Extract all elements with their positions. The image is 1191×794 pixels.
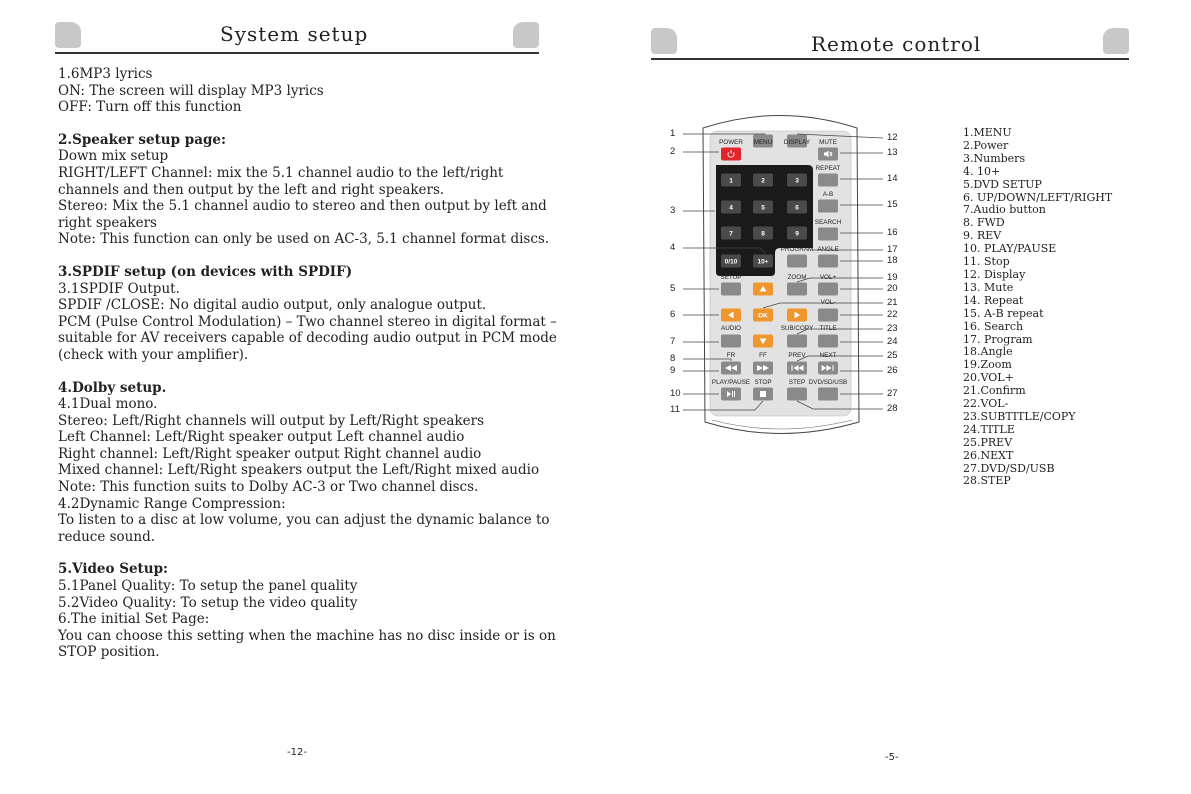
callout-number: 27: [887, 388, 898, 399]
vol-minus-label: VOL-: [820, 299, 836, 306]
legend-item: 10. PLAY/PAUSE: [963, 242, 1057, 256]
power-button-shape: [721, 148, 741, 161]
down-button[interactable]: [753, 335, 773, 348]
text-line: 4.1Dual mono.: [58, 396, 158, 413]
text-line: SPDIF /CLOSE: No digital audio output, only analogue output.: [58, 297, 487, 314]
setup-button[interactable]: [721, 283, 741, 296]
text-line: Left Channel: Left/Right speaker output Left channel audio: [58, 429, 465, 446]
text-line: Note: This function can only be used on AC-3, 5.1 channel format discs.: [58, 231, 550, 248]
section-heading: 5.Video Setup:: [58, 561, 169, 578]
text-line: 4.2Dynamic Range Compression:: [58, 495, 286, 512]
callout-number: 8: [670, 353, 676, 364]
repeat-button-shape: [818, 174, 838, 187]
legend-item: 2.Power: [963, 138, 1009, 152]
legend-item: 4. 10+: [963, 164, 1001, 178]
callout-number: 9: [670, 365, 676, 376]
callout-number: 17: [887, 244, 898, 255]
left-page-number: -12-: [287, 747, 307, 758]
number-4-button[interactable]: [721, 201, 741, 214]
callout-number: 20: [887, 283, 898, 294]
fr-label: FR: [726, 352, 736, 359]
legend-item: 20.VOL+: [963, 371, 1014, 385]
callout-number: 25: [887, 350, 898, 361]
callout-number: 19: [887, 272, 898, 283]
stop-button[interactable]: [753, 388, 773, 401]
text-line: Stereo: Mix the 5.1 channel audio to stereo and then output by left and right speakers: [58, 198, 547, 231]
right-page-title: Remote control: [811, 32, 982, 56]
number-7-button[interactable]: [721, 227, 741, 240]
subtitle-copy-button-shape: [787, 335, 807, 348]
legend-item: 19.Zoom: [963, 358, 1012, 372]
number-3-button[interactable]: [787, 174, 807, 187]
right-button[interactable]: [787, 309, 807, 322]
program-label: PROGRAM: [780, 246, 814, 253]
repeat-label: REPEAT: [815, 165, 841, 172]
left-button[interactable]: [721, 309, 741, 322]
text-line: 5.2Video Quality: To setup the video quality: [58, 594, 358, 611]
audio-button[interactable]: [721, 335, 741, 348]
audio-label: AUDIO: [721, 325, 741, 332]
text-line: Stereo: Left/Right channels will output by Left/Right speakers: [58, 412, 485, 429]
legend-item: 16. Search: [963, 319, 1024, 333]
legend-item: 1.MENU: [963, 126, 1012, 139]
number-4-button-text: 4: [729, 204, 733, 212]
callout-number: 3: [670, 205, 676, 216]
number-8-button-text: 8: [761, 230, 765, 238]
legend-item: 11. Stop: [963, 255, 1010, 269]
callout-number: 10: [670, 388, 681, 399]
number-1-button-text: 1: [729, 177, 733, 185]
callout-number: 24: [887, 336, 898, 347]
zoom-button[interactable]: [787, 283, 807, 296]
callout-number: 14: [887, 173, 898, 184]
angle-button-shape: [818, 255, 838, 268]
step-button[interactable]: [787, 388, 807, 401]
callout-number: 4: [670, 242, 676, 253]
vol-minus-button-shape: [818, 309, 838, 322]
callout-number: 22: [887, 309, 898, 320]
callout-number: 11: [670, 404, 680, 415]
search-button-shape: [818, 228, 838, 241]
legend-item: 22.VOL-: [963, 397, 1009, 411]
ab-label: A-B: [822, 191, 834, 198]
setup-button-shape: [721, 283, 741, 296]
skip-bar-icon: [833, 365, 834, 371]
callout-number: 2: [670, 146, 676, 157]
text-line: Note: This function suits to Dolby AC-3 or Two channel discs.: [58, 479, 479, 496]
callout-number: 28: [887, 403, 898, 414]
vol-plus-button[interactable]: [818, 283, 838, 296]
callout-number: 12: [887, 132, 898, 143]
legend-item: 21.Confirm: [963, 384, 1026, 398]
number-2-button-text: 2: [761, 177, 765, 185]
dvd-sd-usb-button-shape: [818, 388, 838, 401]
legend-item: 27.DVD/SD/USB: [963, 461, 1055, 475]
callout-number: 23: [887, 323, 898, 334]
program-button[interactable]: [787, 255, 807, 268]
play-pause-button[interactable]: [721, 388, 741, 401]
text-line: 5.1Panel Quality: To setup the panel quality: [58, 578, 358, 595]
audio-button-shape: [721, 335, 741, 348]
number-5-button[interactable]: [753, 201, 773, 214]
prev-label: PREV: [788, 352, 806, 359]
zero-ten-button[interactable]: [721, 255, 741, 268]
pause-bar-icon: [734, 391, 735, 397]
ok-button-text: OK: [758, 312, 768, 320]
text-line: 6.The initial Set Page:: [58, 611, 210, 628]
next-button[interactable]: [818, 362, 838, 375]
subcopy-label: SUB/COPY: [780, 325, 814, 332]
legend-item: 7.Audio button: [963, 203, 1046, 217]
title-label: TITLE: [819, 325, 837, 332]
angle-label: ANGLE: [817, 246, 839, 253]
next-label: NEXT: [819, 352, 837, 359]
ab-repeat-button-shape: [818, 200, 838, 213]
left-page-title: System setup: [220, 22, 369, 46]
zero-ten-button-text: 0/10: [724, 258, 738, 266]
text-line: Right channel: Left/Right speaker output Right channel audio: [58, 445, 482, 462]
number-6-button[interactable]: [787, 201, 807, 214]
section-heading: 3.SPDIF setup (on devices with SPDIF): [58, 263, 353, 280]
text-line: 1.6MP3 lyrics: [58, 66, 153, 82]
menu-label: MENU: [753, 139, 773, 146]
program-button-shape: [787, 255, 807, 268]
power-button[interactable]: [721, 148, 741, 161]
step-label: STEP: [788, 379, 806, 386]
step-button-shape: [787, 388, 807, 401]
search-button[interactable]: [818, 228, 838, 241]
callout-number: 7: [670, 336, 676, 347]
legend-item: 6. UP/DOWN/LEFT/RIGHT: [963, 190, 1113, 204]
number-8-button[interactable]: [753, 227, 773, 240]
subtitle-copy-button[interactable]: [787, 335, 807, 348]
callout-number: 5: [670, 283, 676, 294]
legend-item: 23.SUBTITLE/COPY: [963, 409, 1076, 423]
legend-item: 9. REV: [963, 229, 1002, 243]
number-7-button-text: 7: [729, 230, 733, 238]
prev-button[interactable]: [787, 362, 807, 375]
mute-label: MUTE: [819, 139, 837, 146]
zoom-button-shape: [787, 283, 807, 296]
setup-label: SETUP: [720, 274, 742, 281]
pause-bar-icon: [732, 391, 733, 397]
legend-item: 26.NEXT: [963, 448, 1014, 462]
mute-button[interactable]: [818, 148, 838, 161]
ff-label: FF: [759, 352, 767, 359]
number-9-button[interactable]: [787, 227, 807, 240]
callout-number: 16: [887, 227, 898, 238]
text-line: You can choose this setting when the machine has no disc inside or is on STOP position.: [58, 627, 556, 661]
zoom-label: ZOOM: [787, 274, 807, 281]
text-line: Down mix setup: [58, 148, 169, 165]
text-line: To listen to a disc at low volume, you can adjust the dynamic balance to reduce sound.: [58, 512, 550, 545]
repeat-button[interactable]: [818, 174, 838, 187]
playpause-label: PLAY/PAUSE: [711, 379, 751, 386]
callout-number: 18: [887, 255, 898, 266]
callout-number: 6: [670, 309, 676, 320]
number-9-button-text: 9: [795, 230, 799, 238]
callout-number: 21: [887, 297, 898, 308]
text-line: RIGHT/LEFT Channel: mix the 5.1 channel audio to the left/right channels and then output by the left and right speakers.: [58, 164, 504, 198]
ok-button[interactable]: [753, 309, 773, 322]
callout-number: 15: [887, 199, 898, 210]
vol-plus-button-shape: [818, 283, 838, 296]
callout-number: 26: [887, 365, 898, 376]
legend-item: 28.STEP: [963, 474, 1011, 488]
callout-number: 13: [887, 147, 898, 158]
title-button-shape: [818, 335, 838, 348]
section-heading: 2.Speaker setup page:: [58, 131, 226, 148]
up-button[interactable]: [753, 283, 773, 296]
legend-item: 25.PREV: [963, 435, 1013, 449]
number-5-button-text: 5: [761, 204, 765, 212]
number-1-button[interactable]: [721, 174, 741, 187]
ab-repeat-button[interactable]: [818, 200, 838, 213]
text-line: Mixed channel: Left/Right speakers output the Left/Right mixed audio: [58, 462, 540, 479]
legend-item: 18.Angle: [963, 345, 1013, 359]
legend-item: 15. A-B repeat: [963, 306, 1044, 320]
legend-item: 17. Program: [963, 332, 1033, 346]
dvdsdusb-label: DVD/SD/USB: [808, 379, 848, 386]
fast-forward-button[interactable]: [753, 362, 773, 375]
rewind-button[interactable]: [721, 362, 741, 375]
vol-minus-button[interactable]: [818, 309, 838, 322]
callout-number: 1: [670, 128, 676, 139]
number-3-button-text: 3: [795, 177, 799, 185]
remote-legend: [963, 127, 1112, 488]
vol-plus-label: VOL+: [819, 274, 837, 281]
stop-icon: [760, 391, 766, 397]
search-label: SEARCH: [814, 219, 842, 226]
text-line: OFF: Turn off this function: [58, 99, 242, 116]
ten-plus-button-text: 10+: [757, 258, 769, 266]
stop-label: STOP: [754, 379, 772, 386]
text-line: 3.1SPDIF Output.: [58, 280, 180, 297]
right-page-number: -5-: [885, 752, 899, 763]
legend-item: 14. Repeat: [963, 293, 1024, 307]
power-label: POWER: [719, 139, 743, 146]
legend-item: 8. FWD: [963, 216, 1005, 230]
legend-item: 5.DVD SETUP: [963, 177, 1042, 191]
skip-bar-icon: [792, 365, 793, 371]
legend-item: 12. Display: [963, 267, 1026, 281]
legend-item: 13. Mute: [963, 280, 1014, 294]
number-2-button[interactable]: [753, 174, 773, 187]
text-line: PCM (Pulse Control Modulation) – Two channel stereo in digital format – suitable for AV receivers capable of decoding audio output in PCM mode (check with your amplifier).: [58, 313, 557, 363]
number-6-button-text: 6: [795, 204, 799, 212]
text-line: ON: The screen will display MP3 lyrics: [58, 82, 324, 99]
legend-item: 24.TITLE: [963, 422, 1015, 436]
legend-item: 3.Numbers: [963, 151, 1026, 165]
title-button[interactable]: [818, 335, 838, 348]
ten-plus-button[interactable]: [753, 255, 773, 268]
display-label: DISPLAY: [783, 139, 811, 146]
dvd-sd-usb-button[interactable]: [818, 388, 838, 401]
section-heading: 4.Dolby setup.: [58, 379, 167, 396]
angle-button[interactable]: [818, 255, 838, 268]
